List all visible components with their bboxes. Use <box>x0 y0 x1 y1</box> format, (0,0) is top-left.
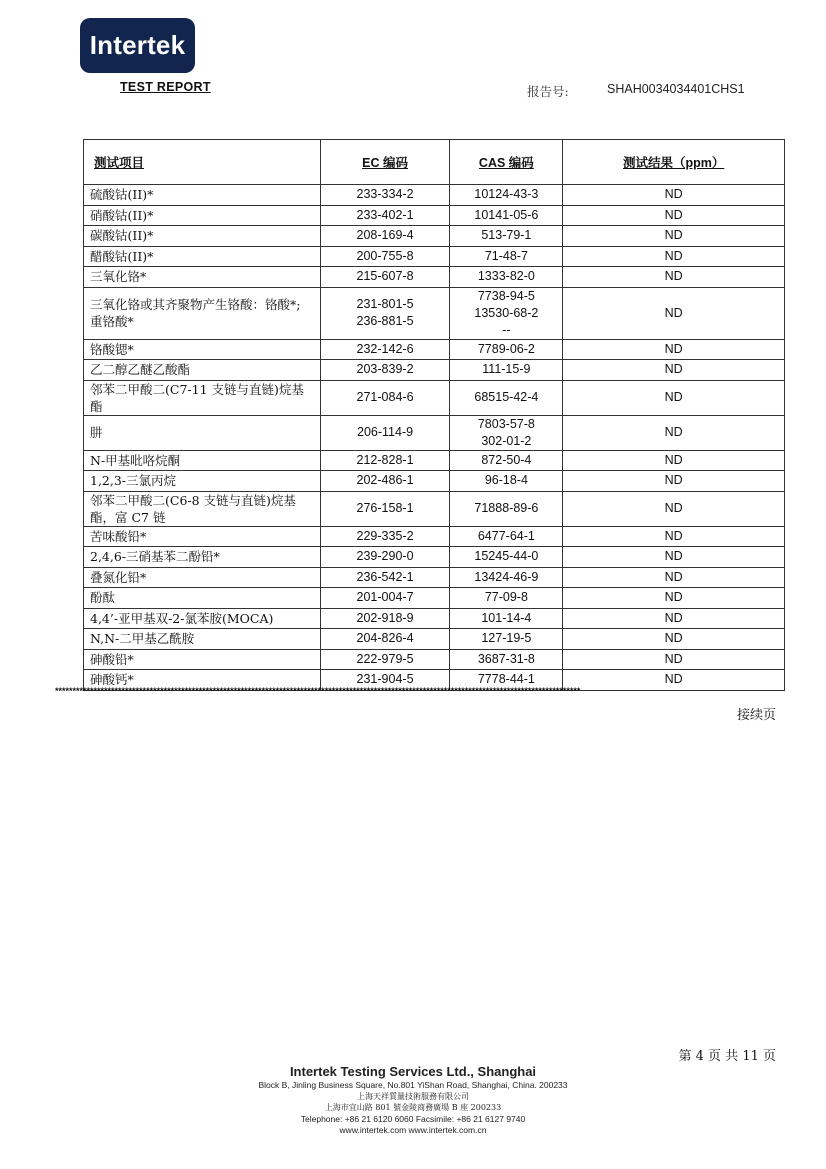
footer-web: www.intertek.com www.intertek.com.cn <box>339 1124 487 1135</box>
cell-test-item: 醋酸钴(II)* <box>84 246 321 267</box>
cell-test-item: 4,4’-亚甲基双-2-氯苯胺(MOCA) <box>84 608 321 629</box>
cell-ec-number: 201-004-7 <box>320 588 450 609</box>
table-row <box>84 246 785 267</box>
cell-test-item: 铬酸锶* <box>84 339 321 360</box>
cell-cas-number: 7803-57-8 302-01-2 <box>450 415 563 450</box>
cell-cas-number: 6477-64-1 <box>450 526 563 547</box>
cell-test-item: 乙二醇乙醚乙酸酯 <box>84 360 321 381</box>
cell-cas-number: 1333-82-0 <box>450 267 563 288</box>
cell-ec-number: 239-290-0 <box>320 547 450 568</box>
table-row <box>84 380 785 415</box>
cell-ec-number: 231-904-5 <box>320 670 450 691</box>
cell-ec-number: 208-169-4 <box>320 226 450 247</box>
intertek-logo: Intertek <box>80 18 195 73</box>
table-row <box>84 185 785 206</box>
table-row <box>84 588 785 609</box>
cell-test-item: 三氧化铬* <box>84 267 321 288</box>
cell-result: ND <box>563 246 785 267</box>
report-number-label: 报告号: <box>527 84 569 99</box>
table-row <box>84 267 785 288</box>
cell-result: ND <box>563 450 785 471</box>
cell-ec-number: 212-828-1 <box>320 450 450 471</box>
cell-test-item: 2,4,6-三硝基苯二酚铅* <box>84 547 321 568</box>
table-row <box>84 567 785 588</box>
cell-ec-number: 206-114-9 <box>320 415 450 450</box>
cell-test-item: 邻苯二甲酸二(C7-11 支链与直链)烷基酯 <box>84 380 321 415</box>
cell-test-item: 砷酸铅* <box>84 649 321 670</box>
cell-result: ND <box>563 360 785 381</box>
cell-result: ND <box>563 471 785 492</box>
cell-cas-number: 7778-44-1 <box>450 670 563 691</box>
cell-ec-number: 202-486-1 <box>320 471 450 492</box>
cell-result: ND <box>563 226 785 247</box>
cell-result: ND <box>563 415 785 450</box>
cell-test-item: 硫酸钴(II)* <box>84 185 321 206</box>
cell-result: ND <box>563 608 785 629</box>
table-row <box>84 360 785 381</box>
footer-phone: Telephone: +86 21 6120 6060 Facsimile: +86 21 6127 9740 <box>300 1113 526 1124</box>
footer <box>0 1064 826 1136</box>
page-number: 第 4 页 共 11 页 <box>678 1049 776 1064</box>
cell-ec-number: 215-607-8 <box>320 267 450 288</box>
table-row <box>84 526 785 547</box>
table-row <box>84 471 785 492</box>
cell-ec-number: 231-801-5 236-881-5 <box>320 287 450 339</box>
footer-company: Intertek Testing Services Ltd., Shanghai <box>289 1064 537 1079</box>
cell-cas-number: 15245-44-0 <box>450 547 563 568</box>
cell-result: ND <box>563 567 785 588</box>
table-row <box>84 608 785 629</box>
header-cas-number: CAS 编码 <box>450 140 563 185</box>
cell-cas-number: 127-19-5 <box>450 629 563 650</box>
cell-cas-number: 71888-89-6 <box>450 491 563 526</box>
cell-cas-number: 10141-05-6 <box>450 205 563 226</box>
cell-result: ND <box>563 670 785 691</box>
cell-ec-number: 236-542-1 <box>320 567 450 588</box>
continued-label: 接续页 <box>736 708 776 723</box>
table-row <box>84 547 785 568</box>
table-row <box>84 415 785 450</box>
table-row <box>84 450 785 471</box>
cell-result: ND <box>563 339 785 360</box>
cell-result: ND <box>563 380 785 415</box>
cell-ec-number: 203-839-2 <box>320 360 450 381</box>
cell-cas-number: 10124-43-3 <box>450 185 563 206</box>
cell-ec-number: 202-918-9 <box>320 608 450 629</box>
header-result: 测试结果（ppm） <box>563 140 785 185</box>
cell-test-item: N,N-二甲基乙酰胺 <box>84 629 321 650</box>
header-ec-number: EC 编码 <box>320 140 450 185</box>
cell-cas-number: 101-14-4 <box>450 608 563 629</box>
cell-result: ND <box>563 629 785 650</box>
cell-test-item: 硝酸钴(II)* <box>84 205 321 226</box>
results-table <box>83 139 785 691</box>
table-row <box>84 287 785 339</box>
cell-test-item: 肼 <box>84 415 321 450</box>
cell-cas-number: 7789-06-2 <box>450 339 563 360</box>
report-number: SHAH0034034401CHS1 <box>607 82 745 96</box>
cell-cas-number: 71-48-7 <box>450 246 563 267</box>
footer-company-cn: 上海天祥質量技術服務有限公司 <box>357 1092 469 1102</box>
cell-test-item: 叠氮化铅* <box>84 567 321 588</box>
cell-ec-number: 233-402-1 <box>320 205 450 226</box>
cell-test-item: 碳酸钴(II)* <box>84 226 321 247</box>
cell-test-item: 砷酸钙* <box>84 670 321 691</box>
table-header-row <box>84 140 785 185</box>
cell-result: ND <box>563 205 785 226</box>
cell-cas-number: 111-15-9 <box>450 360 563 381</box>
cell-result: ND <box>563 526 785 547</box>
cell-ec-number: 232-142-6 <box>320 339 450 360</box>
cell-cas-number: 68515-42-4 <box>450 380 563 415</box>
cell-result: ND <box>563 185 785 206</box>
cell-result: ND <box>563 588 785 609</box>
cell-ec-number: 222-979-5 <box>320 649 450 670</box>
cell-result: ND <box>563 649 785 670</box>
cell-cas-number: 513-79-1 <box>450 226 563 247</box>
cell-result: ND <box>563 267 785 288</box>
cell-result: ND <box>563 287 785 339</box>
cell-cas-number: 3687-31-8 <box>450 649 563 670</box>
table-row <box>84 339 785 360</box>
cell-cas-number: 7738-94-5 13530-68-2 -- <box>450 287 563 339</box>
cell-cas-number: 96-18-4 <box>450 471 563 492</box>
cell-ec-number: 271-084-6 <box>320 380 450 415</box>
header-test-item: 测试项目 <box>84 140 321 185</box>
cell-ec-number: 200-755-8 <box>320 246 450 267</box>
cell-result: ND <box>563 491 785 526</box>
cell-test-item: 酚酞 <box>84 588 321 609</box>
cell-test-item: 苦味酸铅* <box>84 526 321 547</box>
table-row <box>84 649 785 670</box>
cell-test-item: 1,2,3-三氯丙烷 <box>84 471 321 492</box>
cell-test-item: 三氧化铬或其齐聚物产生铬酸：铬酸*; 重铬酸* <box>84 287 321 339</box>
cell-cas-number: 77-09-8 <box>450 588 563 609</box>
table-row <box>84 491 785 526</box>
cell-result: ND <box>563 547 785 568</box>
table-row <box>84 629 785 650</box>
footer-address: Block B, Jinling Business Square, No.801 YiShan Road, Shanghai, China. 200233 <box>258 1080 568 1090</box>
separator-line: ****************************************************************************************************************************************************** <box>55 686 581 696</box>
report-title: TEST REPORT <box>120 80 211 94</box>
table-row <box>84 205 785 226</box>
cell-ec-number: 233-334-2 <box>320 185 450 206</box>
table-row <box>84 226 785 247</box>
cell-test-item: N-甲基吡咯烷酮 <box>84 450 321 471</box>
cell-ec-number: 276-158-1 <box>320 491 450 526</box>
cell-cas-number: 872-50-4 <box>450 450 563 471</box>
footer-address-cn: 上海市宜山路 801 號金陵商務廣場 B 座 200233 <box>324 1103 502 1113</box>
cell-cas-number: 13424-46-9 <box>450 567 563 588</box>
cell-ec-number: 204-826-4 <box>320 629 450 650</box>
cell-ec-number: 229-335-2 <box>320 526 450 547</box>
cell-test-item: 邻苯二甲酸二(C6-8 支链与直链)烷基酯，富 C7 链 <box>84 491 321 526</box>
